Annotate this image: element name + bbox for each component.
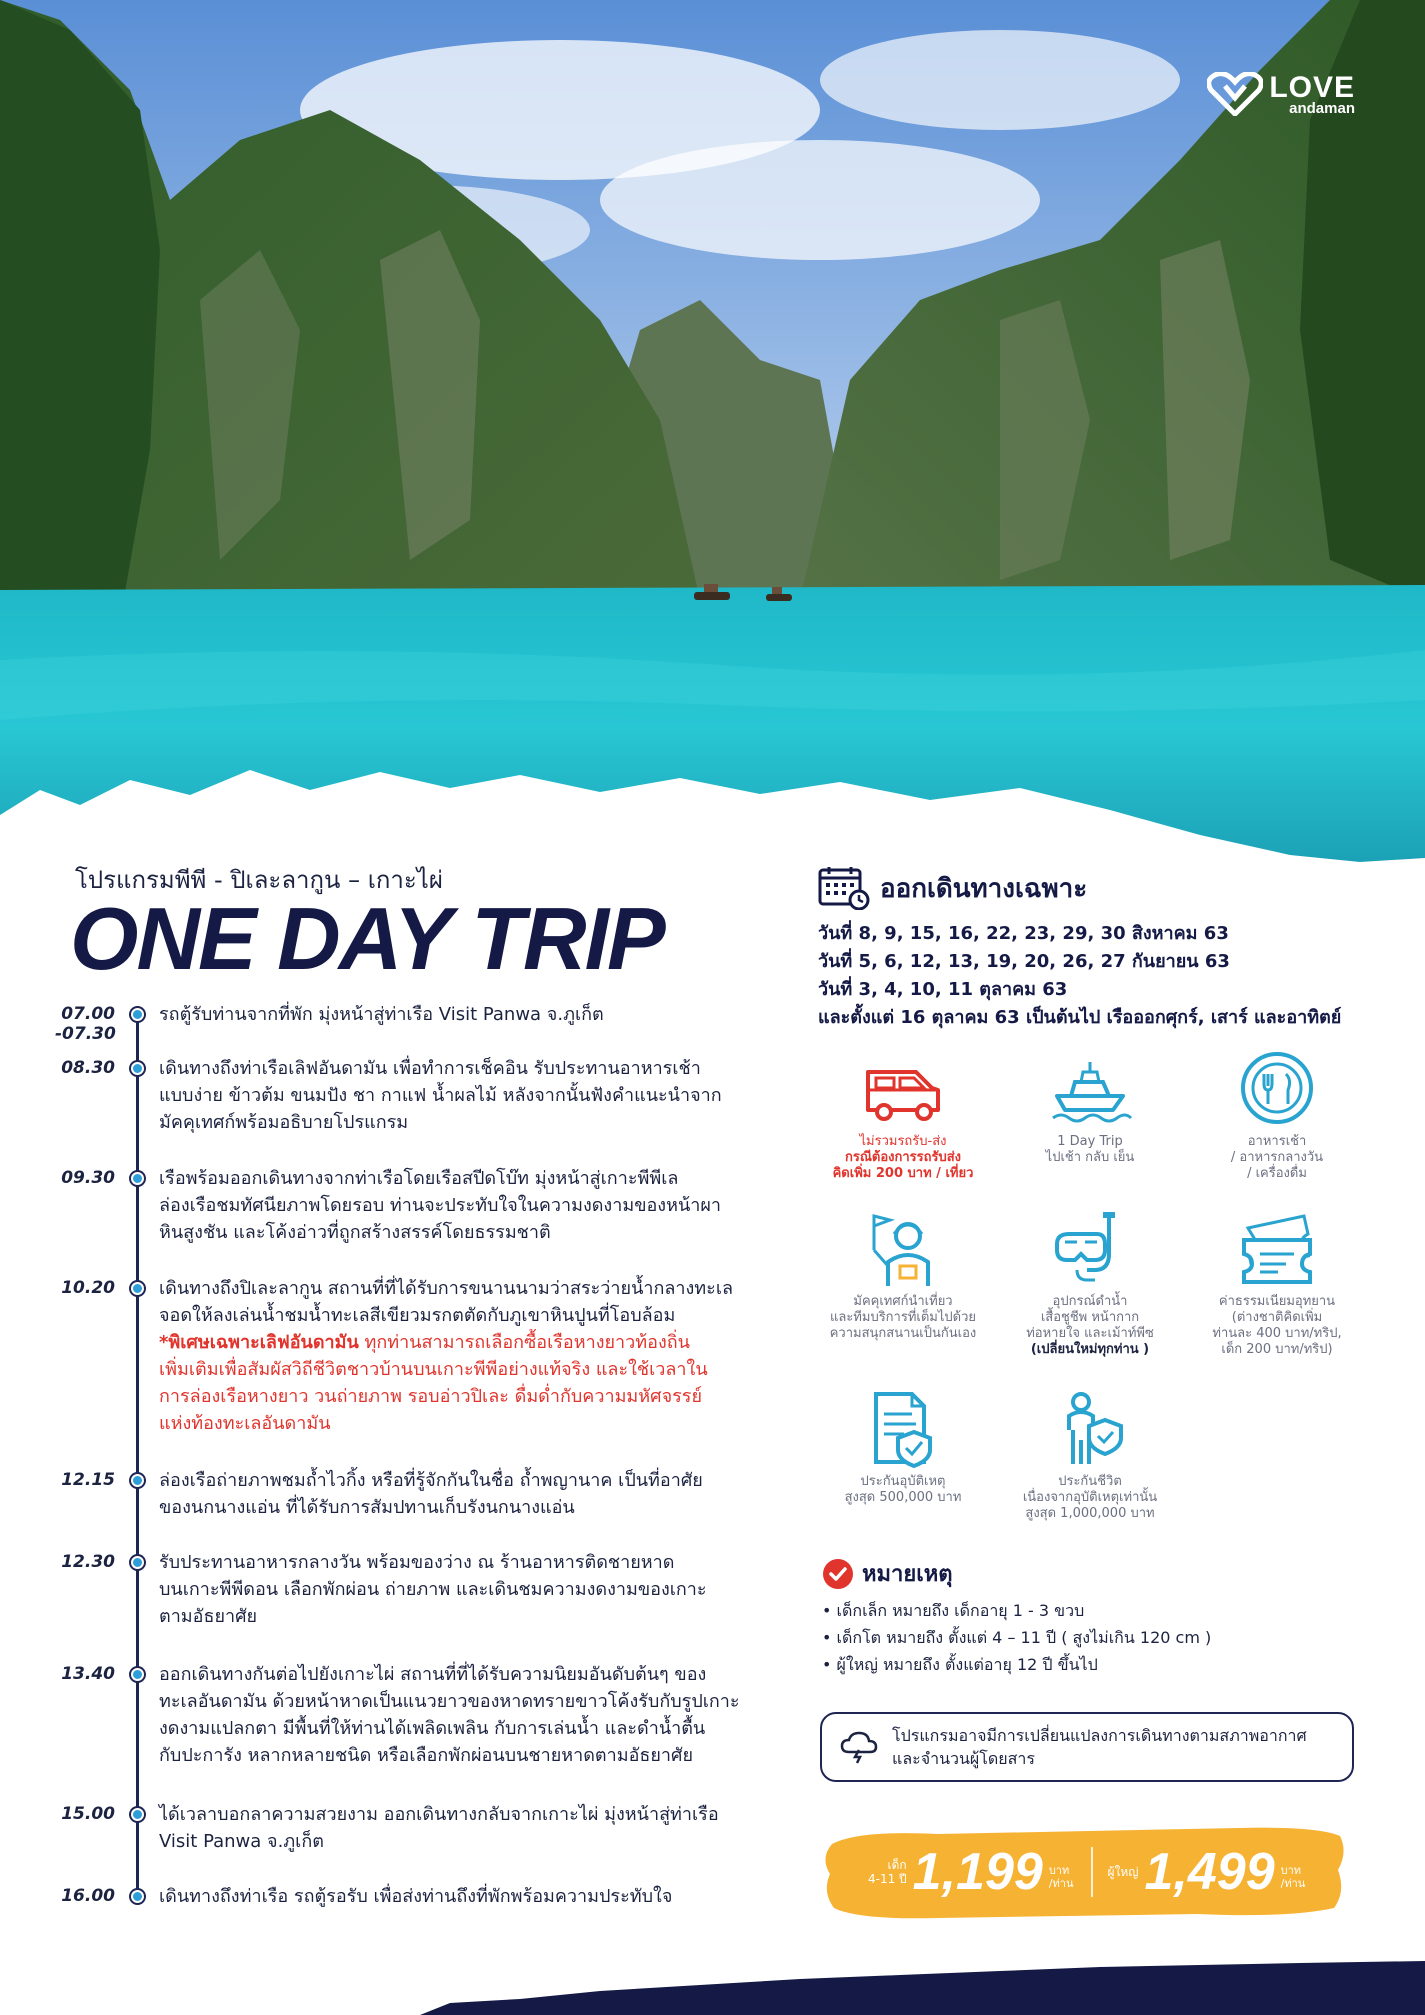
timeline-time: 13.40 bbox=[61, 1664, 115, 1684]
feature-text: ประกันชีวิต bbox=[1058, 1474, 1122, 1489]
special-offer-text: ทุกท่านสามารถเลือกซื้อเรือหางยาวท้องถิ่น bbox=[358, 1332, 690, 1353]
meal-icon bbox=[1234, 1050, 1320, 1128]
timeline-dot bbox=[131, 1062, 144, 1075]
special-offer-text: แห่งท้องทะเลอันดามัน bbox=[159, 1413, 331, 1434]
program-subtitle: โปรแกรมพีพี - ปิเละลากูน – เกาะไผ่ bbox=[75, 866, 443, 894]
timeline-line-text: ล่องเรือชมทัศนียภาพโดยรอบ ท่านจะประทับใจในความงดงามของหน้าผา bbox=[159, 1195, 722, 1216]
feature-text: ไปเช้า กลับ เย็น bbox=[1045, 1150, 1135, 1165]
timeline-line-text: แบบง่าย ข้าวต้ม ขนมปัง ชา กาแฟ น้ำผลไม้ หลังจากนั้นฟังคำแนะนำจาก bbox=[159, 1085, 722, 1106]
timeline-dot bbox=[131, 1172, 144, 1185]
feature-text: (ต่างชาติคิดเพิ่ม bbox=[1231, 1310, 1323, 1325]
feature-text: ค่าธรรมเนียมอุทยาน bbox=[1218, 1294, 1336, 1309]
feature-text: เสื้อชูชีพ หน้ากาก bbox=[1040, 1310, 1140, 1325]
departure-line: วันที่ 5, 6, 12, 13, 19, 20, 26, 27 กันยายน 63 bbox=[818, 951, 1230, 972]
timeline-text bbox=[159, 1055, 819, 1136]
timeline-dot bbox=[131, 1008, 144, 1021]
timeline-dot bbox=[131, 1808, 144, 1821]
notes-title: หมายเหตุ bbox=[862, 1562, 953, 1587]
weather-text-line: โปรแกรมอาจมีการเปลี่ยนแปลงการเดินทางตามสภาพอากาศ bbox=[892, 1726, 1307, 1745]
price-divider bbox=[1091, 1847, 1093, 1897]
brand-name: LOVE bbox=[1269, 70, 1355, 104]
timeline-time: 12.30 bbox=[61, 1552, 115, 1572]
timeline-text bbox=[159, 1467, 819, 1521]
departure-line: และตั้งแต่ 16 ตุลาคม 63 เป็นต้นไป เรือออกศุกร์, เสาร์ และอาทิตย์ bbox=[818, 1007, 1342, 1028]
feature-text: อุปกรณ์ดำน้ำ bbox=[1052, 1294, 1128, 1309]
departure-dates bbox=[818, 866, 1398, 1032]
weather-notice bbox=[820, 1712, 1354, 1782]
note-item: • เด็กเล็ก หมายถึง เด็กอายุ 1 - 3 ขวบ bbox=[822, 1601, 1085, 1620]
ticket-icon bbox=[1234, 1210, 1320, 1288]
timeline-dot bbox=[131, 1668, 144, 1681]
feature-text: กรณีต้องการรถรับส่ง bbox=[844, 1150, 962, 1165]
special-offer-label: *พิเศษเฉพาะเลิฟอันดามัน bbox=[159, 1332, 359, 1353]
timeline-time: 15.00 bbox=[61, 1804, 115, 1824]
child-price: 1,199 bbox=[912, 1843, 1043, 1901]
feature-day-trip bbox=[997, 1050, 1183, 1166]
timeline-line bbox=[136, 1014, 139, 1894]
timeline-text bbox=[159, 1801, 819, 1855]
feature-meals bbox=[1184, 1050, 1370, 1182]
timeline-text bbox=[159, 1549, 819, 1630]
feature-text: ประกันอุบัติเหตุ bbox=[860, 1474, 946, 1489]
departure-title: ออกเดินทางเฉพาะ bbox=[880, 873, 1088, 904]
feature-text: มัคคุเทศก์นำเที่ยว bbox=[853, 1294, 953, 1309]
price-unit: บาท bbox=[1048, 1864, 1070, 1877]
timeline-line-text: ของนกนางแอ่น ที่ได้รับการสัมปทานเก็บรังนกนางแอ่น bbox=[159, 1497, 575, 1518]
feature-text: อาหารเช้า bbox=[1247, 1134, 1307, 1149]
feature-text: คิดเพิ่ม 200 บาท / เที่ยว bbox=[832, 1166, 974, 1181]
timeline-text bbox=[159, 1275, 819, 1437]
feature-snorkel bbox=[997, 1210, 1183, 1358]
note-item: • ผู้ใหญ่ หมายถึง ตั้งแต่อายุ 12 ปี ขึ้นไป bbox=[822, 1655, 1098, 1674]
timeline-text bbox=[159, 1883, 819, 1910]
hero-photo bbox=[0, 0, 1425, 870]
timeline-time: 08.30 bbox=[61, 1058, 115, 1078]
timeline-line-text: ทะเลอันดามัน ด้วยหน้าหาดเป็นแนวยาวของหาดทรายขาวโค้งรับกับรูปเกาะ bbox=[159, 1691, 740, 1712]
notes-section bbox=[822, 1556, 1382, 1678]
timeline-time: 12.15 bbox=[61, 1470, 115, 1490]
feature-park-fee bbox=[1184, 1210, 1370, 1358]
calendar-clock-icon bbox=[818, 866, 870, 910]
van-icon bbox=[860, 1050, 946, 1128]
adult-price-label: ผู้ใหญ่ bbox=[1107, 1865, 1139, 1879]
feature-text: เนื่องจากอุบัติเหตุเท่านั้น bbox=[1022, 1490, 1158, 1505]
departure-line: วันที่ 3, 4, 10, 11 ตุลาคม 63 bbox=[818, 979, 1068, 1000]
adult-price: 1,499 bbox=[1144, 1843, 1275, 1901]
timeline-line-text: ออกเดินทางกันต่อไปยังเกาะไผ่ สถานที่ที่ได้รับความนิยมอันดับต้นๆ ของ bbox=[159, 1664, 707, 1685]
timeline-text bbox=[159, 1165, 819, 1246]
feature-text: / อาหารกลางวัน bbox=[1230, 1150, 1324, 1165]
brand-logo bbox=[1207, 72, 1355, 116]
bottom-brush-band bbox=[0, 1955, 1425, 2015]
child-age-range: 4-11 ปี bbox=[868, 1872, 907, 1886]
feature-text: (เปลี่ยนใหม่ทุกท่าน ) bbox=[1030, 1342, 1150, 1357]
timeline-line-text bbox=[159, 1329, 819, 1356]
feature-text: สูงสุด 500,000 บาท bbox=[844, 1490, 962, 1505]
timeline-text bbox=[159, 1001, 819, 1028]
note-item: • เด็กโต หมายถึง ตั้งแต่ 4 – 11 ปี ( สูงไม่เกิน 120 cm ) bbox=[822, 1628, 1212, 1647]
special-offer-text: การล่องเรือหางยาว วนถ่ายภาพ รอบอ่าวปิเละ ดื่มด่ำกับความมหัศจรรย์ bbox=[159, 1386, 703, 1407]
heart-logo-icon bbox=[1207, 72, 1263, 116]
timeline-line-text: จอดให้ลงเล่นน้ำชมน้ำทะเลสีเขียวมรกตตัดกับภูเขาหินปูนที่โอบล้อม bbox=[159, 1305, 676, 1326]
check-circle-icon bbox=[822, 1558, 854, 1590]
timeline-time: 16.00 bbox=[61, 1886, 115, 1906]
price-per-person: /ท่าน bbox=[1280, 1877, 1306, 1890]
insurance-document-icon bbox=[860, 1390, 946, 1468]
feature-text: เด็ก 200 บาท/ทริป) bbox=[1221, 1342, 1333, 1357]
lagoon-illustration bbox=[0, 0, 1425, 870]
feature-text: ความสนุกสนานเป็นกันเอง bbox=[829, 1326, 977, 1341]
timeline-time-part: 07.00 bbox=[61, 1004, 115, 1024]
storm-cloud-icon bbox=[840, 1730, 878, 1764]
timeline-line-text: ได้เวลาบอกลาความสวยงาม ออกเดินทางกลับจากเกาะไผ่ มุ่งหน้าสู่ท่าเรือ bbox=[159, 1804, 719, 1825]
departure-line: วันที่ 8, 9, 15, 16, 22, 23, 29, 30 สิงหาคม 63 bbox=[818, 923, 1229, 944]
timeline-dot bbox=[131, 1556, 144, 1569]
timeline-line-text: เดินทางถึงท่าเรือเลิฟอันดามัน เพื่อทำการเช็คอิน รับประทานอาหารเช้า bbox=[159, 1058, 701, 1079]
timeline-line-text: หินสูงชัน และโค้งอ่าวที่ถูกสร้างสรรค์โดยธรรมชาติ bbox=[159, 1222, 551, 1243]
timeline-line-text: บนเกาะพีพีดอน เลือกพักผ่อน ถ่ายภาพ และเดินชมความงดงามของเกาะ bbox=[159, 1579, 707, 1600]
feature-text: ท่านละ 400 บาท/ทริป, bbox=[1212, 1326, 1342, 1341]
life-insurance-icon bbox=[1047, 1390, 1133, 1468]
timeline-time bbox=[55, 1004, 115, 1044]
timeline-line-text: มัคคุเทศก์พร้อมอธิบายโปรแกรม bbox=[159, 1112, 409, 1133]
timeline-line-text: ตามอัธยาศัย bbox=[159, 1606, 258, 1627]
timeline-text bbox=[159, 1661, 819, 1769]
boat-icon bbox=[1047, 1050, 1133, 1128]
snorkel-icon bbox=[1047, 1210, 1133, 1288]
timeline-dot bbox=[131, 1282, 144, 1295]
price-banner bbox=[818, 1822, 1348, 1922]
timeline-line-text: ล่องเรือถ่ายภาพชมถ้ำไวกิ้ง หรือที่รู้จักกันในชื่อ ถ้ำพญานาค เป็นที่อาศัย bbox=[159, 1470, 703, 1491]
price-per-person: /ท่าน bbox=[1048, 1877, 1074, 1890]
page-title: ONE DAY TRIP bbox=[70, 889, 664, 988]
feature-text: 1 Day Trip bbox=[1057, 1134, 1123, 1149]
timeline-line-text: กับปะการัง หลากหลายชนิด หรือเลือกพักผ่อนบนชายหาดตามอัธยาศัย bbox=[159, 1745, 693, 1766]
feature-guide bbox=[810, 1210, 996, 1342]
timeline-line-text: รับประทานอาหารกลางวัน พร้อมของว่าง ณ ร้านอาหารติดชายหาด bbox=[159, 1552, 675, 1573]
timeline-line-text: เรือพร้อมออกเดินทางจากท่าเรือโดยเรือสปีดโบ๊ท มุ่งหน้าสู่เกาะพีพีเล bbox=[159, 1168, 679, 1189]
timeline-line-text: รถตู้รับท่านจากที่พัก มุ่งหน้าสู่ท่าเรือ Visit Panwa จ.ภูเก็ต bbox=[159, 1004, 604, 1025]
special-offer-text: เพิ่มเติมเพื่อสัมผัสวิถีชีวิตชาวบ้านบนเกาะพีพีอย่างแท้จริง และใช้เวลาใน bbox=[159, 1359, 708, 1380]
feature-accident-insurance bbox=[810, 1390, 996, 1506]
child-price-label: เด็ก bbox=[887, 1858, 907, 1872]
feature-text: / เครื่องดื่ม bbox=[1247, 1166, 1307, 1181]
timeline-dot bbox=[131, 1890, 144, 1903]
guide-icon bbox=[860, 1210, 946, 1288]
timeline-line-text: งดงามแปลกตา มีพื้นที่ให้ท่านได้เพลิดเพลิน กับการเล่นน้ำ และดำน้ำตื้น bbox=[159, 1718, 706, 1739]
feature-text: ท่อหายใจ และเม้าท์พีซ bbox=[1026, 1326, 1154, 1341]
weather-text-line: และจำนวนผู้โดยสาร bbox=[892, 1749, 1036, 1768]
timeline-time-part: -07.30 bbox=[55, 1024, 116, 1044]
feature-life-insurance bbox=[997, 1390, 1183, 1522]
feature-text: และทีมบริการที่เต็มไปด้วย bbox=[829, 1310, 977, 1325]
timeline-line-text: เดินทางถึงท่าเรือ รถตู้รอรับ เพื่อส่งท่านถึงที่พักพร้อมความประทับใจ bbox=[159, 1886, 673, 1907]
timeline-line-text: เดินทางถึงปิเละลากูน สถานที่ที่ได้รับการขนานนามว่าสระว่ายน้ำกลางทะเล bbox=[159, 1278, 734, 1299]
feature-text: สูงสุด 1,000,000 บาท bbox=[1025, 1506, 1155, 1521]
feature-transfer bbox=[810, 1050, 996, 1182]
brand-subname: andaman bbox=[1289, 99, 1355, 117]
price-unit: บาท bbox=[1280, 1864, 1302, 1877]
timeline-time: 09.30 bbox=[61, 1168, 115, 1188]
timeline-line-text: Visit Panwa จ.ภูเก็ต bbox=[159, 1831, 324, 1852]
feature-text: ไม่รวมรถรับ-ส่ง bbox=[859, 1134, 947, 1149]
timeline-dot bbox=[131, 1474, 144, 1487]
timeline-time: 10.20 bbox=[61, 1278, 115, 1298]
